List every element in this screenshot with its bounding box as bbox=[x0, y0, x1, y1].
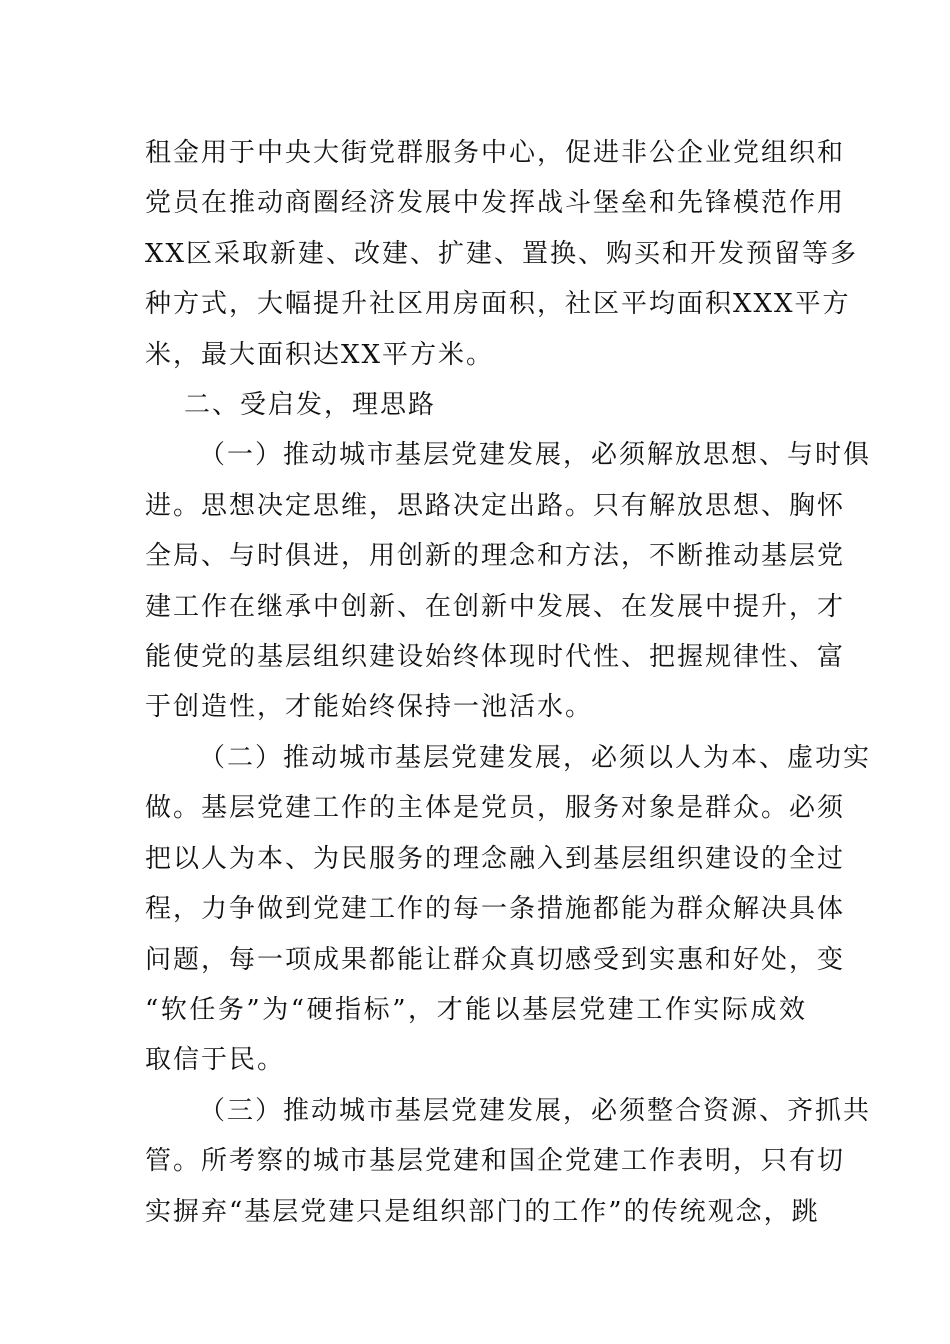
text-line: （二）推动城市基层党建发展，必须以人为本、虚功实 bbox=[199, 742, 872, 773]
text-line: 党员在推动商圈经济发展中发挥战斗堡垒和先锋模范作用 bbox=[145, 188, 846, 219]
text-line: 程，力争做到党建工作的每一条措施都能为群众解决具体 bbox=[145, 894, 846, 925]
text-line: 建工作在继承中创新、在创新中发展、在发展中提升，才 bbox=[145, 591, 846, 622]
text-line: （三）推动城市基层党建发展，必须整合资源、齐抓共 bbox=[199, 1095, 872, 1126]
text-line: 能使党的基层组织建设始终体现时代性、把握规律性、富 bbox=[145, 642, 846, 673]
text-line: XX区采取新建、改建、扩建、置换、购买和开发预留等多 bbox=[145, 238, 859, 269]
text-line: 把以人为本、为民服务的理念融入到基层组织建设的全过 bbox=[145, 843, 846, 874]
text-line: （一）推动城市基层党建发展，必须解放思想、与时俱 bbox=[199, 440, 872, 471]
text-line: 种方式，大幅提升社区用房面积，社区平均面积XXX平方 bbox=[145, 289, 851, 320]
text-line: 问题，每一项成果都能让群众真切感受到实惠和好处，变 bbox=[145, 944, 846, 975]
paragraph-point-3 bbox=[145, 1086, 872, 1237]
text-line: 进。思想决定思维，思路决定出路。只有解放思想、胸怀 bbox=[145, 490, 846, 521]
text-line: 管。所考察的城市基层党建和国企党建工作表明，只有切 bbox=[145, 1146, 846, 1177]
text-line: 实摒弃“基层党建只是组织部门的工作”的传统观念，跳 bbox=[145, 1196, 820, 1227]
paragraph-continuation bbox=[145, 128, 859, 380]
text-line: 于创造性，才能始终保持一池活水。 bbox=[145, 692, 594, 723]
paragraph-point-1 bbox=[145, 430, 872, 732]
text-line: 做。基层党建工作的主体是党员，服务对象是群众。必须 bbox=[145, 793, 846, 824]
paragraph-point-2 bbox=[145, 733, 872, 1086]
text-line: 租金用于中央大街党群服务中心，促进非公企业党组织和 bbox=[145, 138, 846, 168]
heading-text: 二、受启发，理思路 bbox=[184, 390, 437, 421]
text-line: “软任务”为“硬指标”，才能以基层党建工作实际成效 bbox=[145, 994, 807, 1025]
section-heading bbox=[145, 380, 807, 430]
text-line: 米，最大面积达XX平方米。 bbox=[145, 339, 495, 370]
text-line: 全局、与时俱进，用创新的理念和方法，不断推动基层党 bbox=[145, 541, 846, 572]
document-body bbox=[145, 128, 872, 1237]
text-line: 取信于民。 bbox=[145, 1045, 286, 1076]
